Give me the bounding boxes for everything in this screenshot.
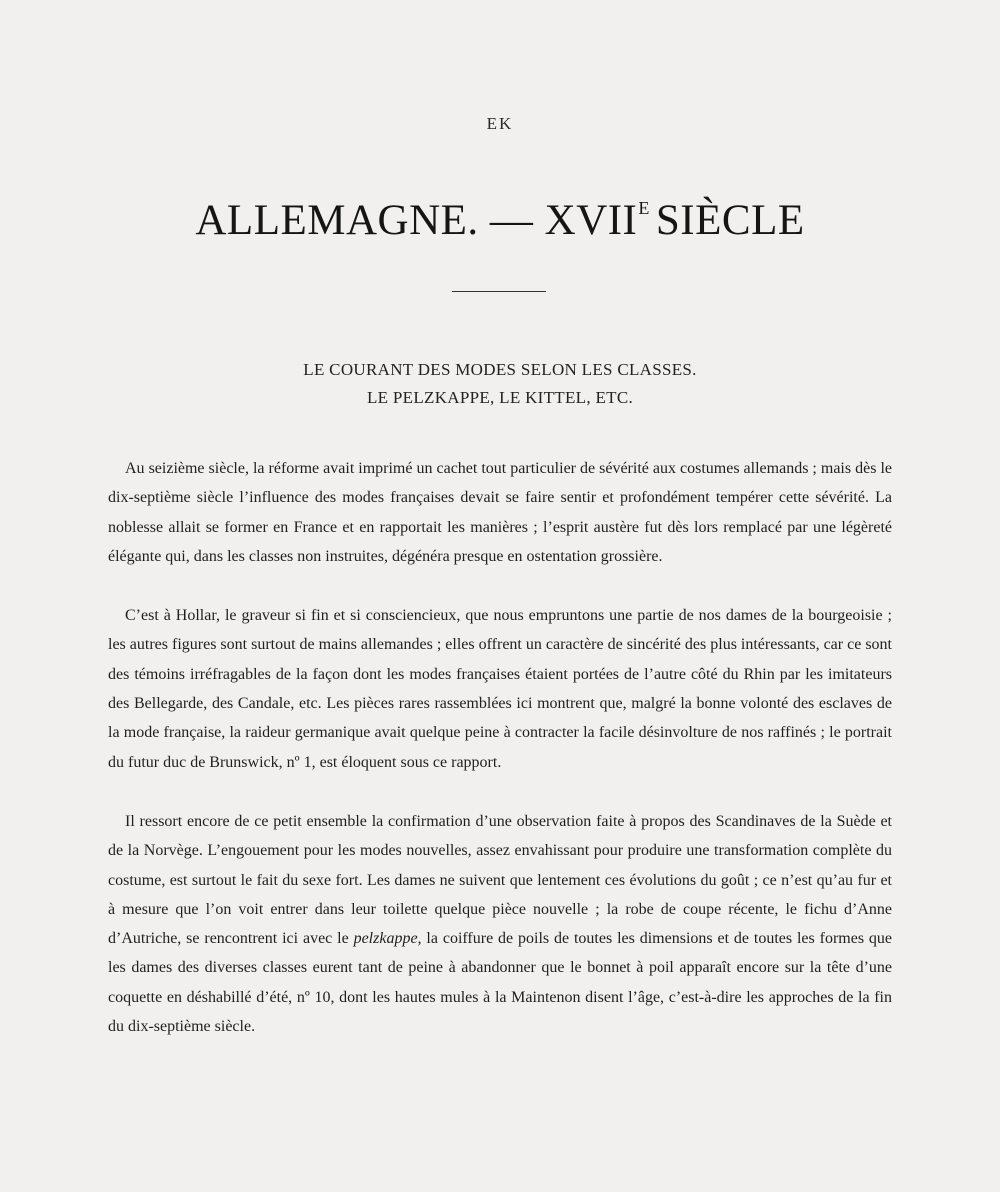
paragraph-3-italic-term: pelzkappe, [353, 930, 422, 948]
plate-mark: EK [486, 114, 514, 133]
paragraph-1: Au seizième siècle, la réforme avait imprimé un cachet tout particulier de sévérité aux costumes allemands ; mais dès le dix-septième siècle l’influence des modes françaises devait se faire sentir et profondément tempérer cette sévérité. La noblesse allait se former en France et en rapportait les manières ; l’esprit austère fut dès lors remplacé par une légèreté élégante qui, dans les classes non instruites, dégénéra presque en ostentation grossière. [108, 460, 892, 565]
paragraph-3-part-2: la coiffure de poils de toutes les dimensions et de toutes les formes que les dames des diverses classes eurent tant de peine à abandonner que le bonnet à poil apparaît encore sur la tête d’une coquette en déshabillé d’été, nº 10, dont les hautes mules à la Maintenon disent l’âge, c’est-à-dire les approches de la fin du dix-septième siècle. [108, 930, 893, 1036]
title-main: ALLEMAGNE. — XVII [195, 197, 638, 244]
page-title [0, 196, 1000, 245]
subtitle [0, 356, 1000, 412]
title-end: SIÈCLE [655, 197, 805, 244]
paragraph-2: C’est à Hollar, le graveur si fin et si consciencieux, que nous empruntons une partie de nos dames de la bourgeoisie ; les autres figures sont surtout de mains allemandes ; elles offrent un caractère de sincérité des plus intéressants, car ce sont des témoins irréfragables de la façon dont les modes françaises étaient portées de l’autre côté du Rhin par les imitateurs des Bellegarde, des Candale, etc. Les pièces rares rassemblées ici montrent que, malgré la bonne volonté des esclaves de la mode française, la raideur germanique avait quelque peine à contracter la facile désinvolture de nos raffinés ; le portrait du futur duc de Brunswick, nº 1, est éloquent sous ce rapport. [108, 607, 892, 771]
subtitle-line-1: LE COURANT DES MODES SELON LES CLASSES. [303, 360, 697, 379]
title-divider [452, 291, 546, 292]
paragraph-3 [108, 807, 892, 1041]
title-superscript: E [638, 198, 650, 218]
paragraph-3-part-1: Il ressort encore de ce petit ensemble la confirmation d’une observation faite à propos des Scandinaves de la Suède et de la Norvège. L’engouement pour les modes nouvelles, assez envahissant pour produire une transformation complète du costume, est surtout le fait du sexe fort. Les dames ne suivent que lentement ces évolutions du goût ; ce n’est qu’au fur et à mesure que l’on voit entrer dans leur toilette quelque pièce nouvelle ; la robe de coupe récente, le fichu d’Anne d’Autriche, se rencontrent ici avec le [108, 812, 892, 948]
subtitle-line-2: LE PELZKAPPE, LE KITTEL, ETC. [366, 388, 634, 407]
body-text [108, 454, 892, 1041]
